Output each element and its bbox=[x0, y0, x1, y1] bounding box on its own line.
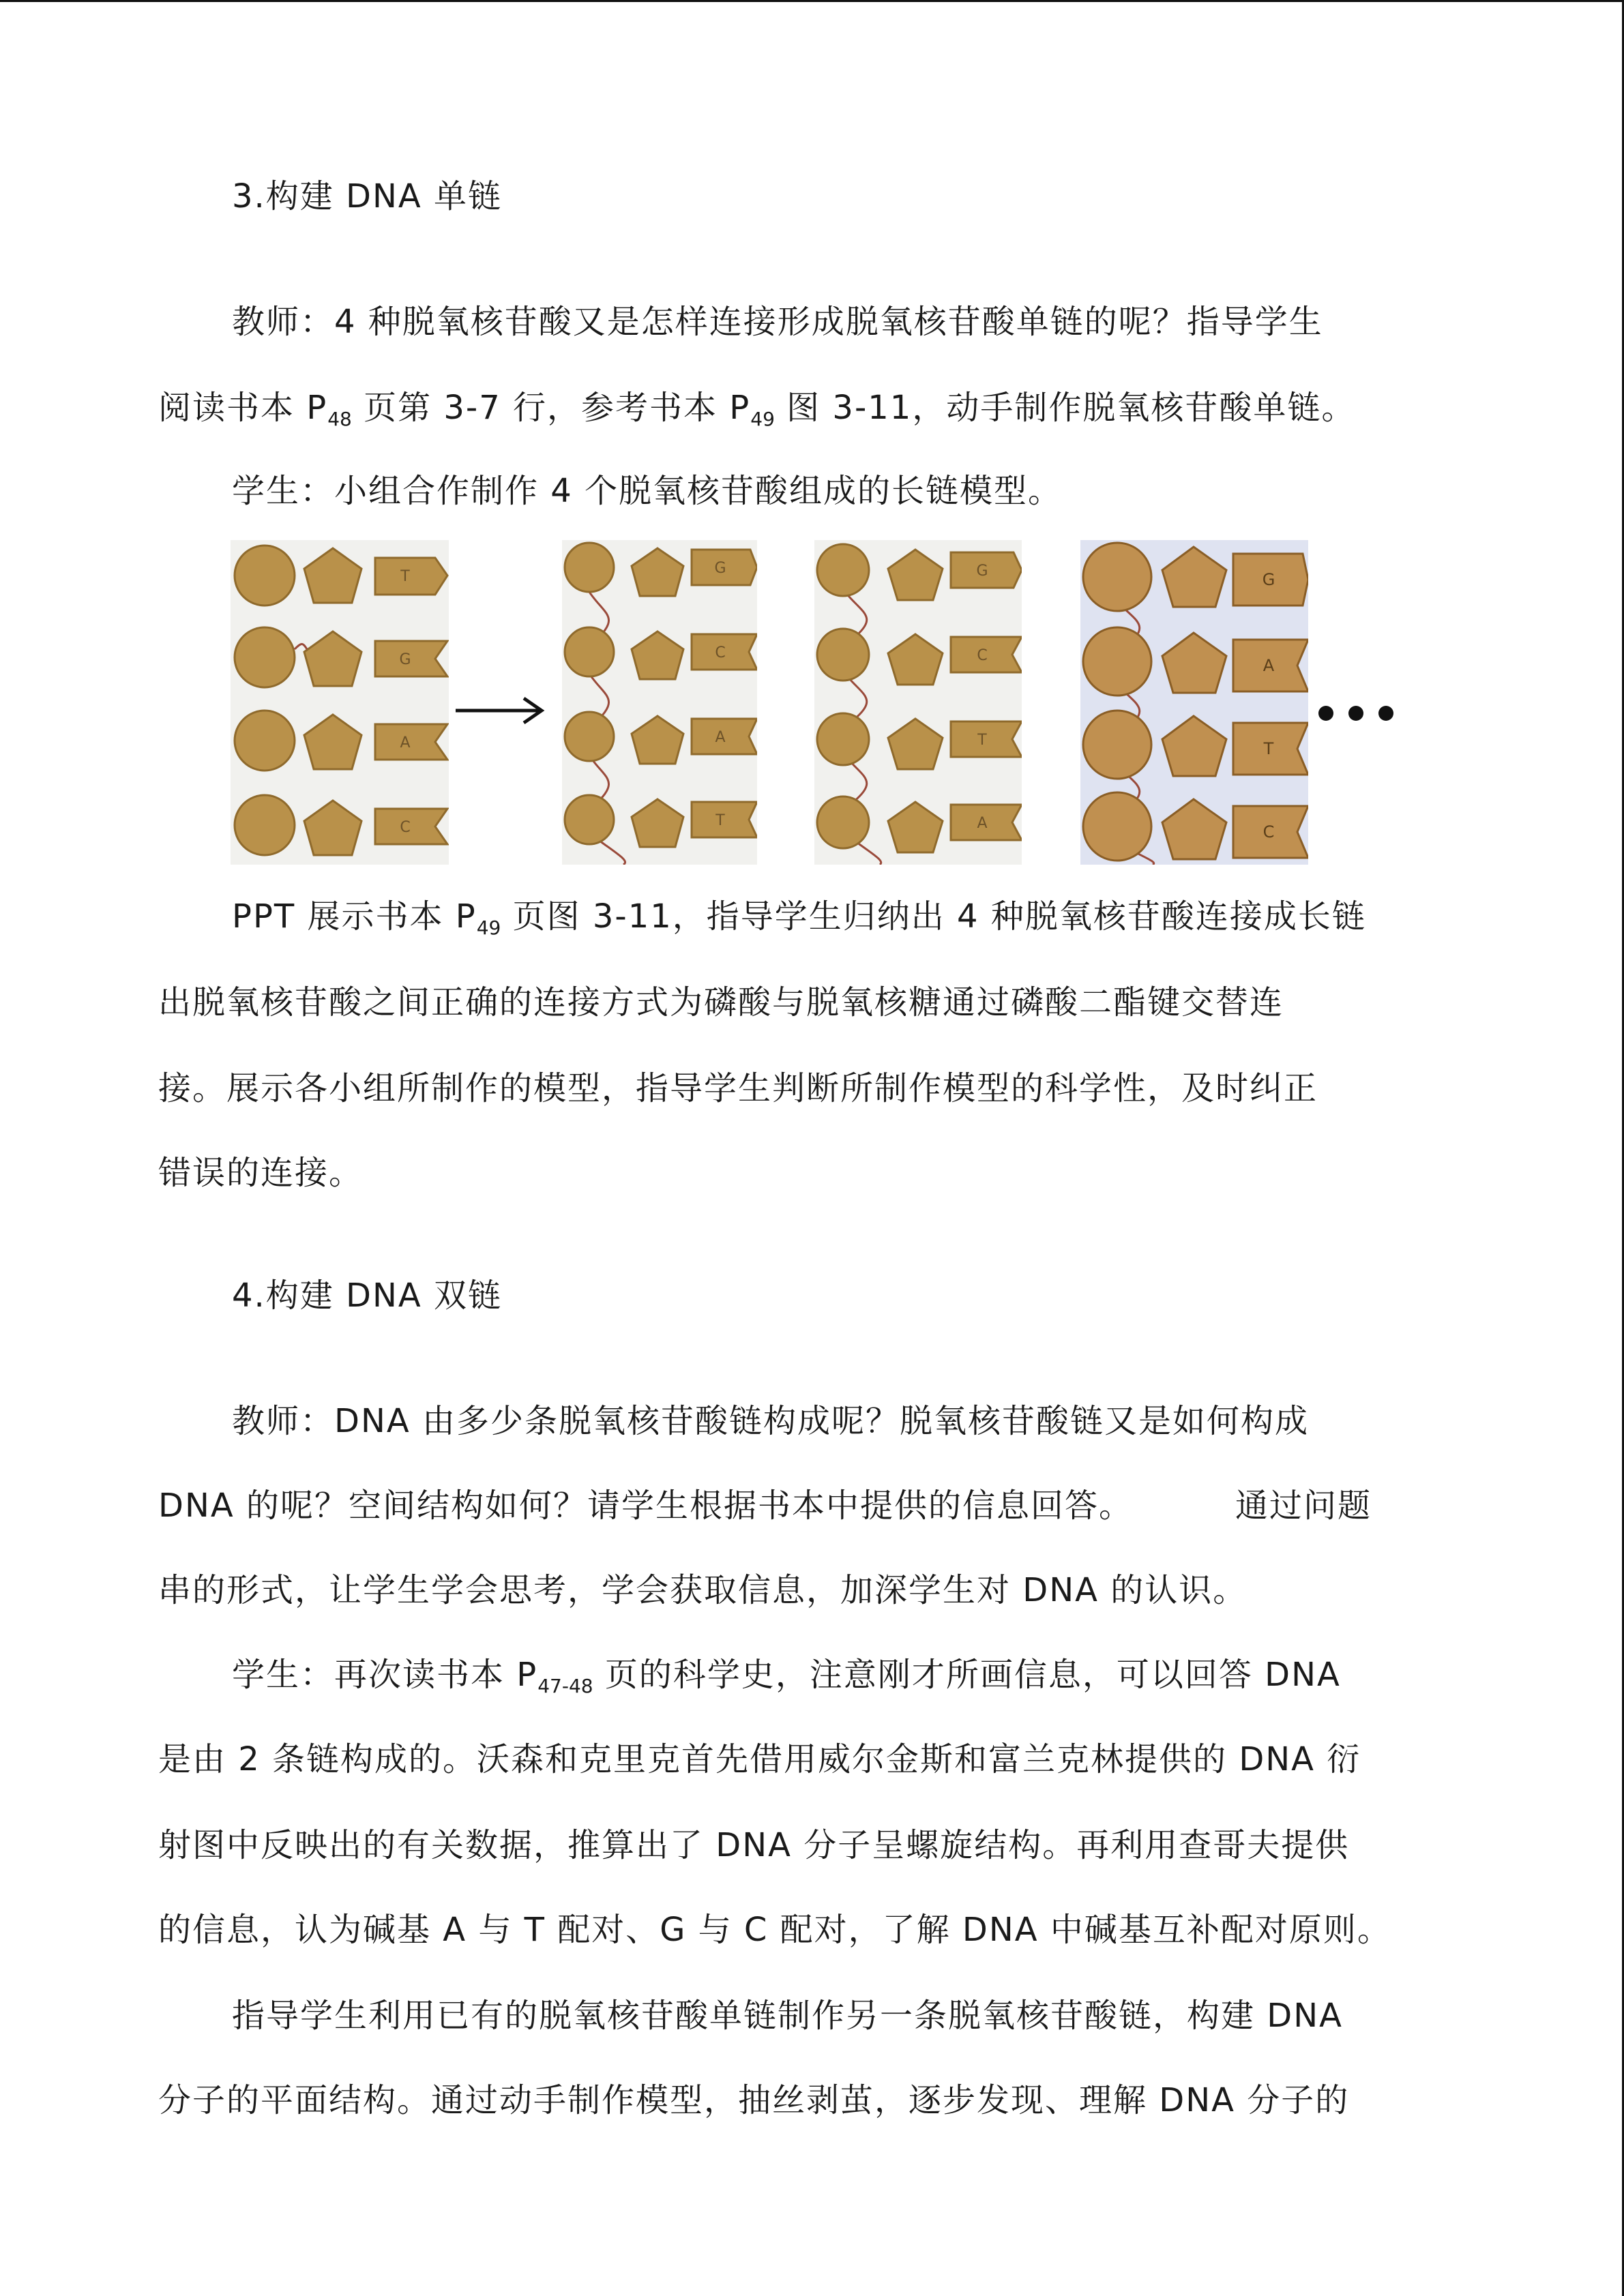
section-4-guide-line-1: 指导学生利用已有的脱氧核苷酸单链制作另一条脱氧核苷酸链，构建 DNA bbox=[232, 1997, 1343, 2035]
photo-1-base-label-1: T bbox=[400, 568, 410, 585]
model-photo-4 bbox=[1080, 540, 1308, 865]
section-3-student-line: 学生：小组合作制作 4 个脱氧核苷酸组成的长链模型。 bbox=[232, 472, 1063, 510]
photo-3-base-label-3: T bbox=[977, 732, 987, 749]
photo-1-base-label-3: A bbox=[400, 734, 411, 751]
photo-1-base-label-2: G bbox=[399, 651, 411, 668]
section-4-heading: 4.构建 DNA 双链 bbox=[232, 1277, 503, 1315]
ellipsis-icon bbox=[1315, 700, 1397, 727]
photo-2-base-label-2: C bbox=[715, 644, 726, 661]
model-photo-1-graphic bbox=[231, 540, 449, 865]
ppt-line-1: PPT 展示书本 $P_{49}$ 页图 3-11，指导学生归纳出 4 种脱氧核苷酸连接成长链 bbox=[232, 897, 1366, 939]
photo-4-base-label-2: A bbox=[1263, 656, 1275, 675]
ppt-line-2: 出脱氧核苷酸之间正确的连接方式为磷酸与脱氧核糖通过磷酸二酯键交替连 bbox=[158, 983, 1284, 1022]
section-4-student-line-1: 学生：再次读书本 $P_{47-48}$ 页的科学史，注意刚才所画信息，可以回答 DNA bbox=[232, 1656, 1341, 1697]
section-4-student-line-2: 是由 2 条链构成的。沃森和克里克首先借用威尔金斯和富兰克林提供的 DNA 衍 bbox=[158, 1740, 1361, 1778]
section-4-guide-line-2: 分子的平面结构。通过动手制作模型，抽丝剥茧，逐步发现、理解 DNA 分子的 bbox=[158, 2081, 1350, 2119]
model-photo-1 bbox=[231, 540, 449, 865]
section-3-teacher-line-1: 教师：4 种脱氧核苷酸又是怎样连接形成脱氧核苷酸单链的呢？指导学生 bbox=[232, 303, 1323, 341]
ppt-line-4: 错误的连接。 bbox=[158, 1154, 364, 1192]
photo-3-base-label-2: C bbox=[977, 647, 988, 664]
ppt-line-3: 接。展示各小组所制作的模型，指导学生判断所制作模型的科学性，及时纠正 bbox=[158, 1069, 1318, 1107]
page-top-border bbox=[0, 0, 1624, 2]
section-3-heading: 3.构建 DNA 单链 bbox=[232, 177, 503, 215]
photo-3-base-label-4: A bbox=[977, 815, 988, 832]
photo-3-base-label-1: G bbox=[976, 563, 988, 580]
section-4-student-line-4: 的信息，认为碱基 A 与 T 配对、G 与 C 配对，了解 DNA 中碱基互补配对原则。 bbox=[158, 1911, 1391, 1949]
section-4-teacher-line-3: 串的形式，让学生学会思考，学会获取信息，加深学生对 DNA 的认识。 bbox=[158, 1571, 1247, 1609]
photo-2-base-label-1: G bbox=[714, 560, 726, 577]
photo-4-base-label-1: G bbox=[1262, 570, 1275, 589]
model-photo-4-graphic bbox=[1080, 540, 1308, 865]
model-photo-3 bbox=[814, 540, 1022, 865]
model-photo-2-graphic bbox=[562, 540, 757, 865]
section-4-teacher-line-2: DNA 的呢？空间结构如何？请学生根据书本中提供的信息回答。 通过问题 bbox=[158, 1487, 1372, 1525]
model-photo-3-graphic bbox=[814, 540, 1022, 865]
photo-1-base-label-4: C bbox=[400, 819, 411, 836]
arrow-icon bbox=[453, 690, 546, 731]
photo-4-base-label-4: C bbox=[1263, 822, 1275, 841]
photo-4-base-label-3: T bbox=[1263, 739, 1274, 758]
section-3-teacher-line-2: 阅读书本 $P_{48}$ 页第 3-7 行，参考书本 $P_{49}$ 图 3-11，动手制作脱氧核苷酸单链。 bbox=[158, 389, 1356, 430]
photo-2-base-label-4: T bbox=[715, 812, 725, 829]
section-4-student-line-3: 射图中反映出的有关数据，推算出了 DNA 分子呈螺旋结构。再利用查哥夫提供 bbox=[158, 1826, 1350, 1864]
section-4-teacher-line-1: 教师：DNA 由多少条脱氧核苷酸链构成呢？脱氧核苷酸链又是如何构成 bbox=[232, 1402, 1309, 1440]
model-photo-2 bbox=[562, 540, 757, 865]
photo-2-base-label-3: A bbox=[715, 729, 726, 746]
